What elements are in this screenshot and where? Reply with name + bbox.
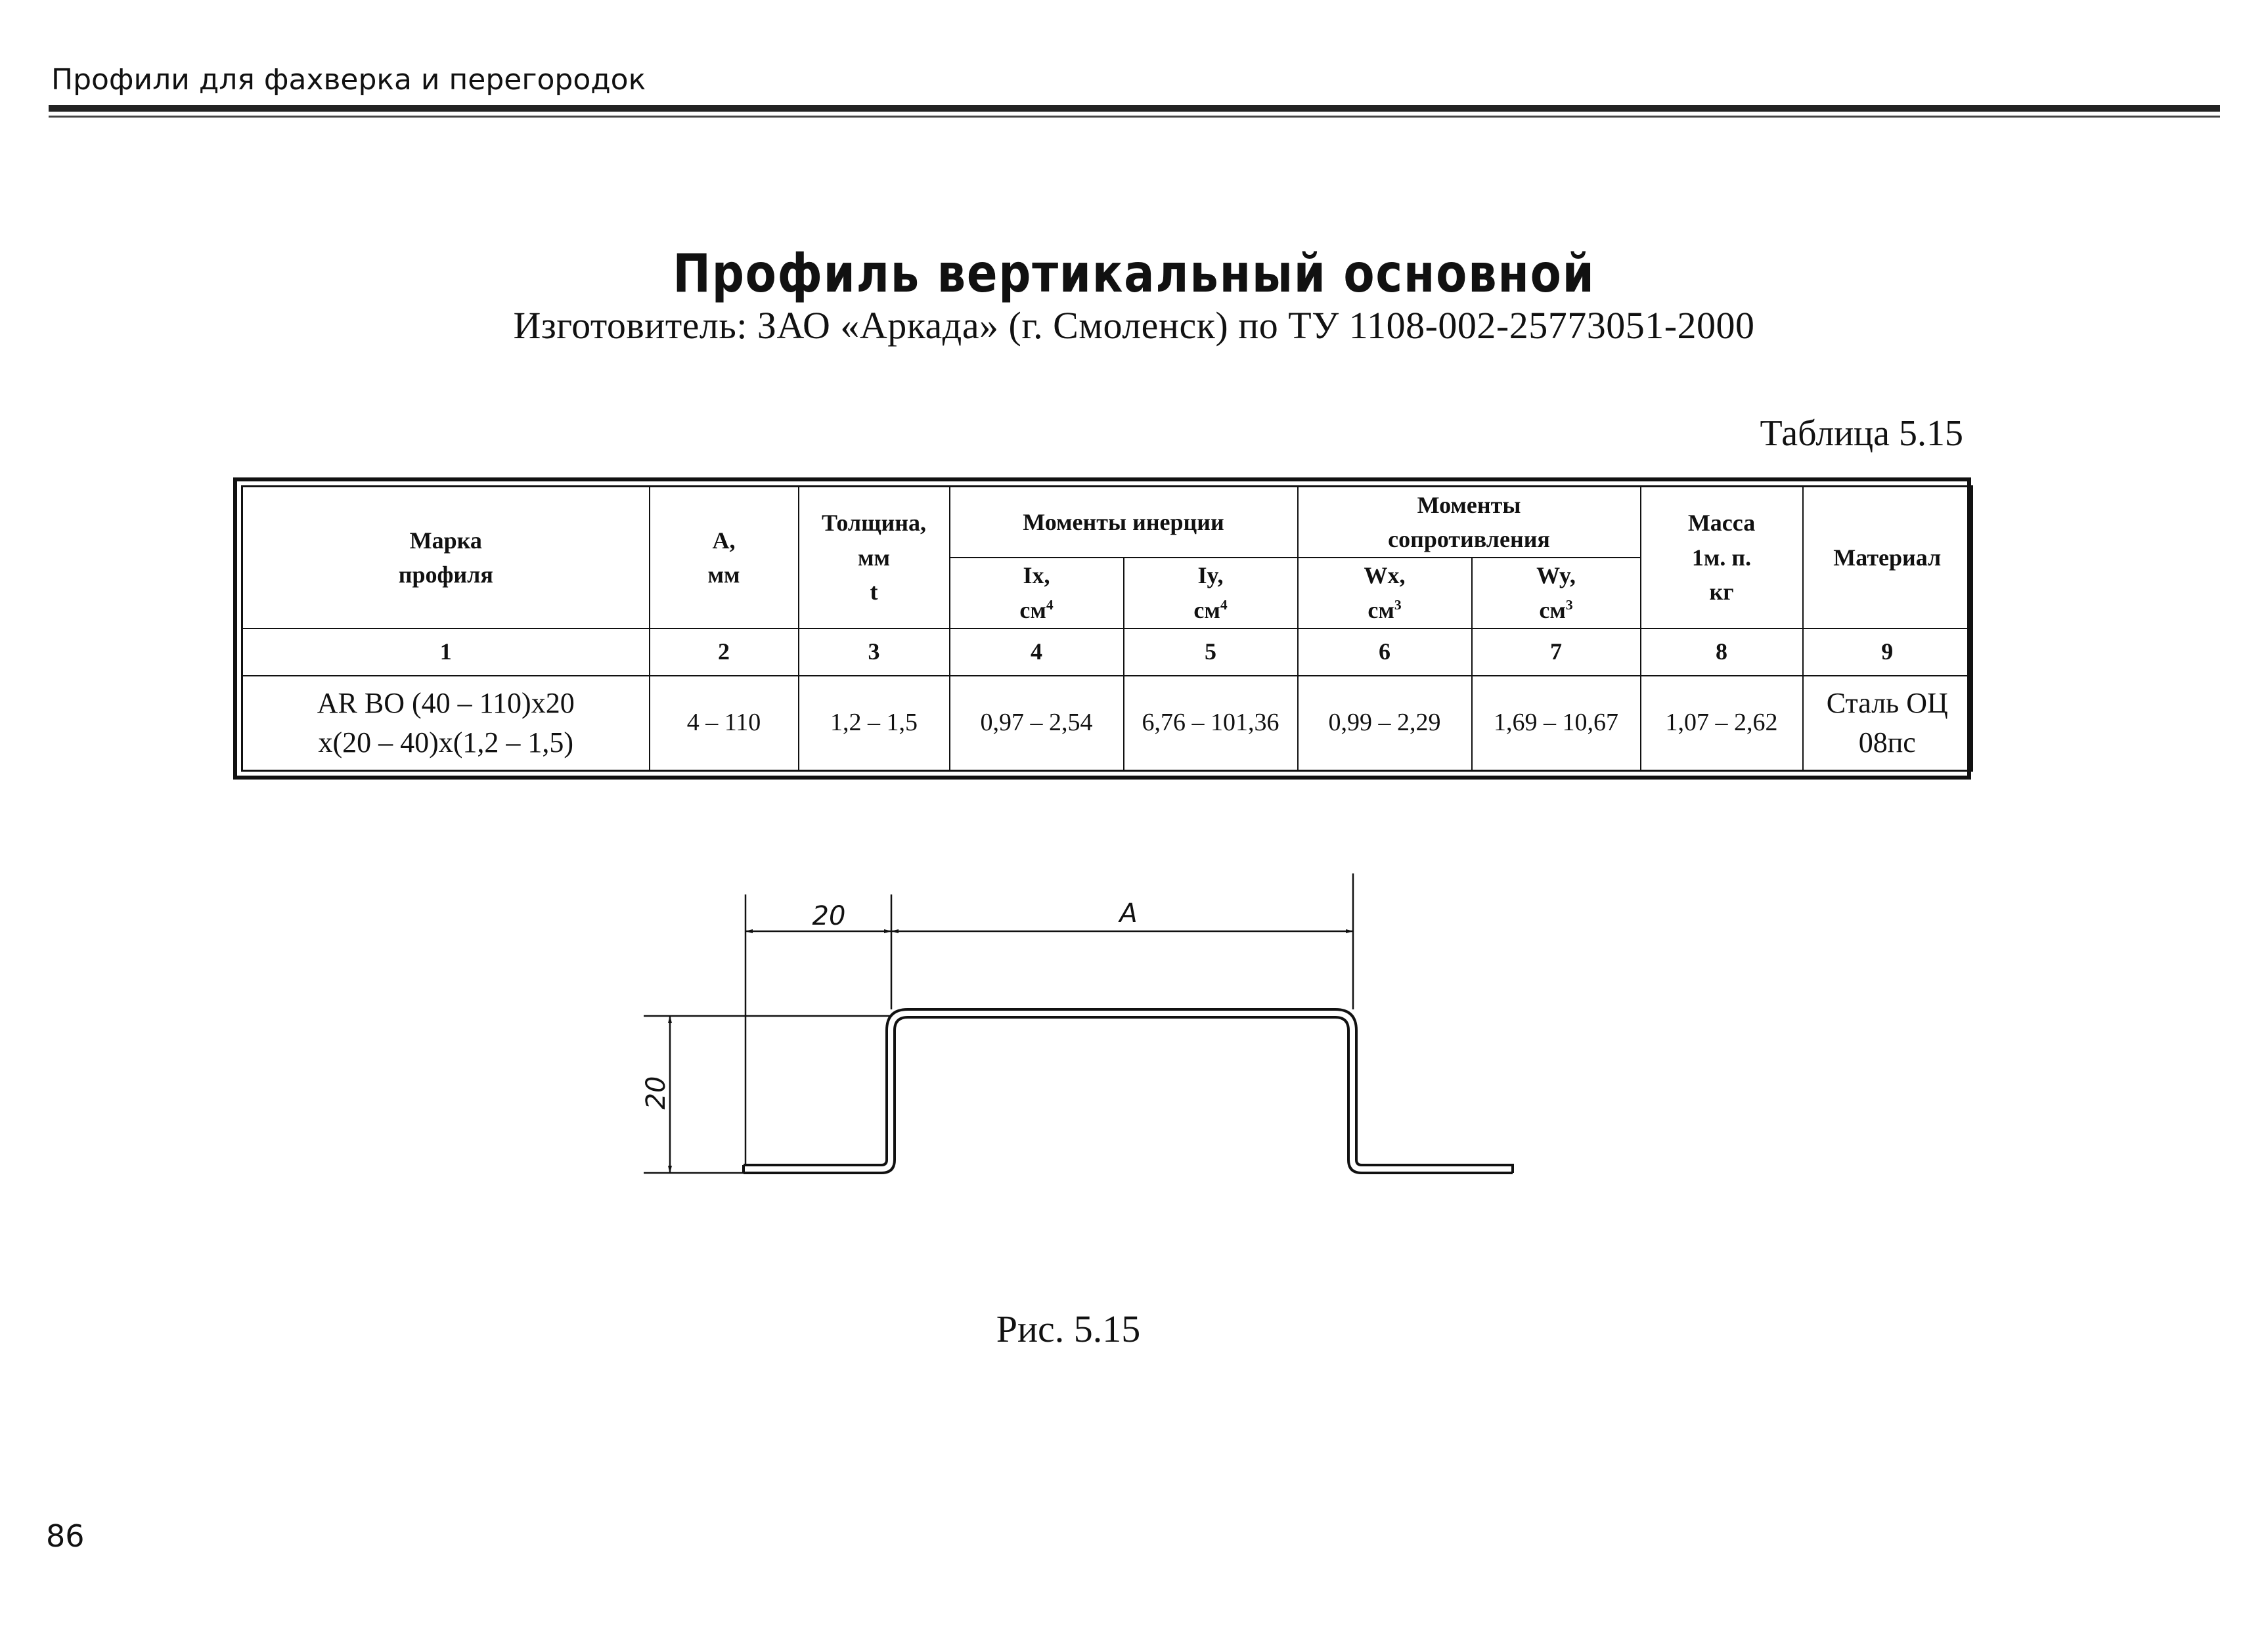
header-mark-line1: Марка bbox=[409, 527, 482, 554]
header-wy-unit: см bbox=[1539, 596, 1566, 623]
header-inertia: Моменты инерции bbox=[950, 487, 1298, 558]
figure-caption: Рис. 5.15 bbox=[996, 1308, 1141, 1350]
profile-outline bbox=[744, 1009, 1513, 1173]
table-caption: Таблица 5.15 bbox=[1760, 413, 1963, 454]
header-a-line2: мм bbox=[707, 561, 740, 588]
column-number: 1 bbox=[242, 628, 650, 676]
cell-mass: 1,07 – 2,62 bbox=[1641, 676, 1803, 771]
header-ix-power: 4 bbox=[1046, 596, 1054, 613]
header-ix-unit: см bbox=[1019, 596, 1046, 623]
dimension-height: 20 bbox=[641, 1076, 671, 1110]
header-wx-line1: Wx, bbox=[1364, 562, 1406, 589]
header-iy-line1: Iy, bbox=[1197, 562, 1224, 589]
column-number: 8 bbox=[1641, 628, 1803, 676]
cell-thickness: 1,2 – 1,5 bbox=[799, 676, 950, 771]
dimension-a: A bbox=[1119, 898, 1138, 929]
page-title: Профиль вертикальный основной bbox=[673, 243, 1595, 304]
cell-iy: 6,76 – 101,36 bbox=[1124, 676, 1298, 771]
header-mass-line1: Масса bbox=[1687, 510, 1756, 537]
cell-mark-line1: AR BO (40 – 110)x20 bbox=[317, 687, 575, 720]
header-mass-line3: кг bbox=[1709, 578, 1734, 605]
header-thickness-line3: t bbox=[870, 578, 878, 605]
header-resistance-line2: сопротивления bbox=[1388, 525, 1550, 552]
header-ix-line1: Ix, bbox=[1023, 562, 1050, 589]
cell-wy: 1,69 – 10,67 bbox=[1472, 676, 1641, 771]
header-wy-line1: Wy, bbox=[1536, 562, 1576, 589]
header-wx-unit: см bbox=[1367, 596, 1394, 623]
running-head: Профили для фахверка и перегородок bbox=[51, 63, 646, 97]
cell-material-line1: Сталь ОЦ bbox=[1826, 687, 1948, 720]
header-thickness-line2: мм bbox=[857, 544, 891, 571]
header-material: Материал bbox=[1803, 487, 1972, 628]
cell-material-line2: 08пс bbox=[1858, 726, 1916, 759]
page-subtitle: Изготовитель: ЗАО «Аркада» (г. Смоленск) по ТУ 1108-002-25773051-2000 bbox=[513, 304, 1755, 347]
column-number: 3 bbox=[799, 628, 950, 676]
header-resistance-line1: Моменты bbox=[1417, 491, 1521, 518]
column-number: 5 bbox=[1124, 628, 1298, 676]
column-number: 4 bbox=[950, 628, 1124, 676]
column-number: 6 bbox=[1298, 628, 1472, 676]
cell-wx: 0,99 – 2,29 bbox=[1298, 676, 1472, 771]
header-mark-line2: профиля bbox=[398, 561, 493, 588]
header-iy-power: 4 bbox=[1220, 596, 1228, 613]
cell-mark-line2: x(20 – 40)x(1,2 – 1,5) bbox=[318, 726, 574, 759]
cell-ix: 0,97 – 2,54 bbox=[950, 676, 1124, 771]
dimension-flange-width: 20 bbox=[812, 901, 846, 931]
column-number: 2 bbox=[650, 628, 799, 676]
header-wy-power: 3 bbox=[1565, 596, 1573, 613]
header-iy-unit: см bbox=[1193, 596, 1220, 623]
header-mass-line2: 1м. п. bbox=[1691, 544, 1752, 571]
column-number: 7 bbox=[1472, 628, 1641, 676]
header-wx-power: 3 bbox=[1394, 596, 1402, 613]
cell-a: 4 – 110 bbox=[650, 676, 799, 771]
header-a-line1: А, bbox=[712, 527, 736, 554]
page-number: 86 bbox=[46, 1518, 85, 1554]
dimension-lines bbox=[644, 873, 1353, 1173]
header-thickness-line1: Толщина, bbox=[822, 510, 926, 537]
column-number: 9 bbox=[1803, 628, 1972, 676]
